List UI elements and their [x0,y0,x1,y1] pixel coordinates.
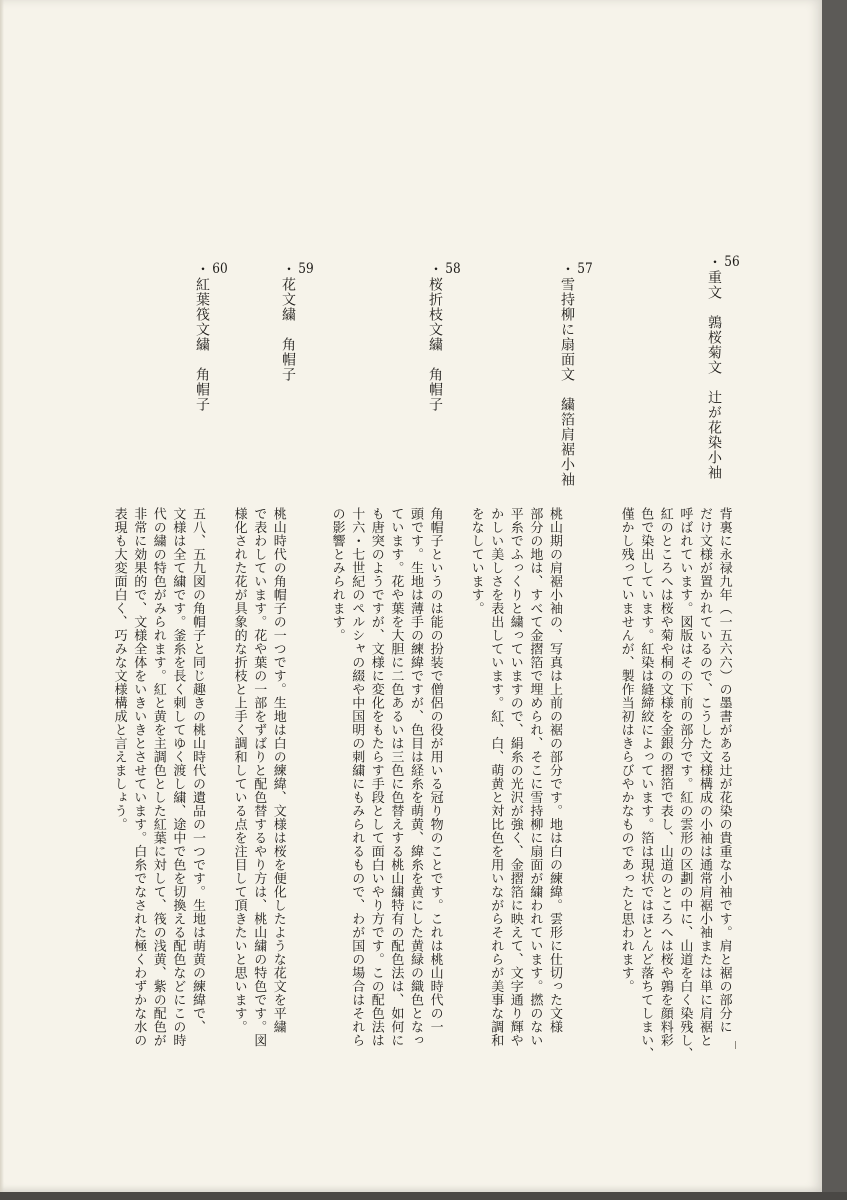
paragraph-line: 代の繍の特色がみられます。紅と黄を主調色とした紅葉に対して、筏の浅黄、紫の配色が [150,507,166,1047]
paragraph-line: 頭です。生地は薄手の練緯ですが、色目は経糸を萌黄、緯糸を黄にした黄緑の織色となっ [407,507,423,1047]
paragraph-line: 紅のところへは桜や菊や桐の文様を金銀の摺箔で表し、山道のところへは桜や鶉を顔料彩 [657,507,673,1047]
paragraph-line: だけ文様が置かれているので、こうした文様構成の小袖は通常肩裾小袖または単に肩裾と [696,507,712,1047]
heading-58: 58 ・桜折枝文繍 角帽子 [427,262,461,412]
paragraph-57 [466,507,564,1047]
paragraph-line: 桃山期の肩裾小袖の、写真は上前の裾の部分です。地は白の練緯。雲形に仕切った文様 [546,507,562,1034]
page-spine-shadow [0,0,4,1192]
paragraph-line: も唐突のようですが、文様に変化をもたらす手段として面白いやり方です。この配色法は [368,507,384,1047]
page-tick-mark [735,1041,736,1049]
paragraph-line: 十六・七世紀のペルシャの綴や中国明の刺繍にもみられるもので、わが国の場合はそれら [349,507,365,1047]
heading-59: 59 ・花文繍 角帽子 [280,262,314,382]
scan-bottom-edge [0,1192,847,1200]
paragraph-line: をなしています。 [468,507,484,615]
paragraph-56 [616,507,734,1061]
paragraph-line: 平糸でふっくりと繍っていますので、絹糸の光沢が強く、金摺箔に映えて、文字通り輝や [507,507,523,1047]
paragraph-60 [109,507,207,1047]
paragraph-line: 桃山時代の角帽子の一つです。生地は白の練緯、文様は桜を便化したような花文を平繍 [270,507,286,1034]
paragraph-line: 色で染出しています。紅染は縫締絞によっています。箔は現状ではほとんど落ちてしまい、 [638,507,654,1061]
paragraph-59 [229,507,288,1047]
paragraph-line: で表わしています。花や葉の一部をずばりと配色替するやり方は、桃山繍の特色です。図 [251,507,267,1047]
paragraph-line: の影響とみられます。 [329,507,345,642]
paragraph-line: 五八、五九図の角帽子と同じ趣きの桃山時代の遺品の一つです。生地は萌黄の練緯で、 [189,507,205,1034]
heading-60: 60 ・紅葉筏文繍 角帽子 [194,262,228,412]
paragraph-58 [327,507,445,1047]
heading-56: 56 ・重文 鶉桜菊文 辻が花染小袖 [706,255,740,480]
paragraph-line: 部分の地は、すべて金摺箔で埋められ、そこに雪持柳に扇面が繍われています。撚のない [527,507,543,1047]
paragraph-line: 背裏に永禄九年（一五六六）の墨書がある辻が花染の貴重な小袖です。肩と裾の部分に [716,507,732,1034]
paragraph-line: 表現も大変面白く、巧みな文様構成と言えましょう。 [111,507,127,831]
heading-57: 57 ・雪持柳に扇面文 繍箔肩裾小袖 [559,262,593,487]
paragraph-line: ています。花や葉を大胆に二色あるいは三色に色替えする桃山繍特有の配色法は、如何に [388,507,404,1047]
paragraph-line: 角帽子というのは能の扮装で僧侶の役が用いる冠り物のことです。これは桃山時代の一 [427,507,443,1034]
paragraph-line: 呼ばれています。図版はその下前の部分です。紅の雲形の区劃の中に、山道を白く染残し、 [677,507,693,1061]
paragraph-line: 文様は全て繍です。釜糸を長く刺してゆく渡し繍、途中で色を切換える配色などにこの時 [170,507,186,1047]
paragraph-line: 非常に効果的で、文様全体をいきいきとさせています。白糸でなされた極くわずかな水の [131,507,147,1047]
paragraph-line: 様化された花が具象的な折枝と上手く調和している点を注目して頂きたいと思います。 [231,507,247,1034]
paragraph-line: かしい美しさを表出しています。紅、白、萌黄と対比色を用いながらそれらが美事な調和 [488,507,504,1047]
paragraph-line: 僅かし残っていませんが、製作当初はきらびやかなものであったと思われます。 [618,507,634,993]
